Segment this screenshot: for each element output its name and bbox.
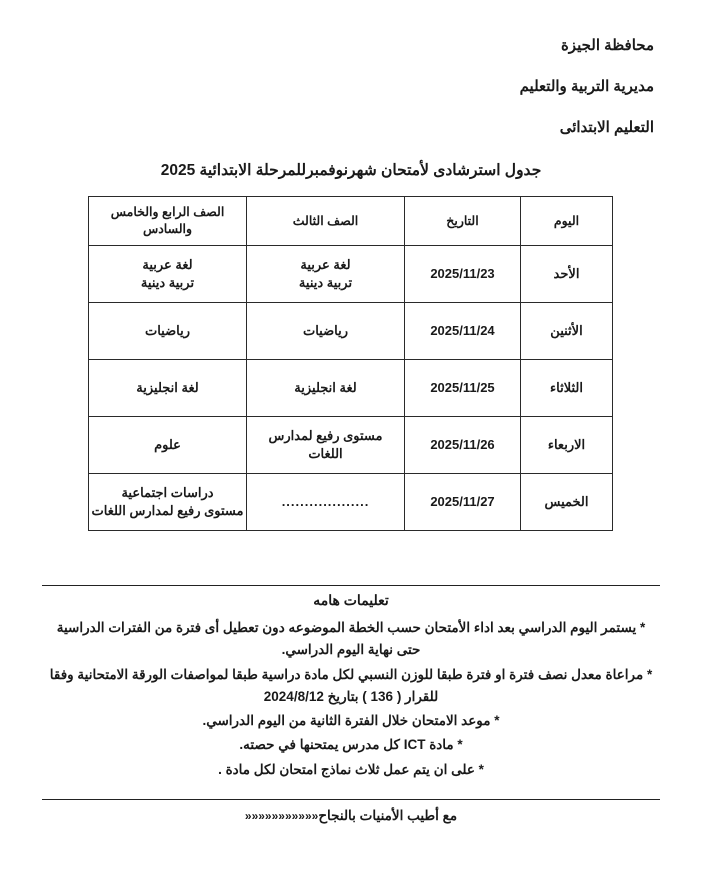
cell-grade3 [247,474,405,531]
cell-date: 2025/11/23 [405,246,521,303]
cell-date: 2025/11/26 [405,417,521,474]
schedule-table [88,196,613,531]
table-row [89,246,613,303]
list-item: * موعد الامتحان خلال الفترة الثانية من اليوم الدراسي. [202,713,500,729]
divider-above-instructions [42,585,660,586]
table-row [89,417,613,474]
table-header-row [89,197,613,246]
instructions-list [44,617,658,781]
cell-grade3-line1: رياضيات [302,323,349,339]
cell-grade456 [89,474,247,531]
column-header-grade456: الصف الرابع والخامس والسادس [89,197,247,246]
cell-grade3-line1: ................... [281,494,370,510]
table-row [89,303,613,360]
table-header [89,197,613,246]
cell-grade456-line2: تربية دينية [140,275,195,290]
cell-grade456-line1: لغة انجليزية [136,380,199,396]
page-title: جدول استرشادى لأمتحان شهرنوفمبرللمرحلة الابتدائية 2025 [160,162,542,179]
cell-grade3 [247,417,405,474]
cell-date: 2025/11/24 [405,303,521,360]
cell-grade3-line2: تربية دينية [298,275,353,290]
column-header-grade3: الصف الثالث [247,197,405,246]
cell-grade456-line1: لغة عربية [142,257,193,273]
list-item: * مادة ICT كل مدرس يمتحنها في حصته. [239,737,463,753]
letterhead-line-governorate: محافظة الجيزة [560,37,654,54]
cell-day: الخميس [521,474,613,531]
cell-grade3 [247,360,405,417]
cell-grade456 [89,417,247,474]
table-body [89,246,613,531]
footer-note [42,808,660,824]
section-spacer [0,531,702,585]
letterhead [48,38,654,135]
list-item: * على ان يتم عمل ثلاث نماذج امتحان لكل مادة . [218,761,484,777]
column-header-date: التاريخ [405,197,521,246]
cell-date: 2025/11/27 [405,474,521,531]
cell-grade3-line1: مستوى رفيع لمدارس [268,428,383,444]
letterhead-line-directorate: مديرية التربية والتعليم [519,78,654,95]
cell-grade456-line2: مستوى رفيع لمدارس اللغات [91,503,244,518]
list-item: * يستمر اليوم الدراسي بعد اداء الأمتحان حسب الخطة الموضوعه دون تعطيل أى فترة من الفترات الدراسية حتى نهاية اليوم الدراسي. [56,620,646,658]
table-row [89,360,613,417]
footer-ornament: ««««««««««« [244,808,319,823]
cell-day: الاربعاء [521,417,613,474]
cell-grade3-line1: لغة عربية [300,257,351,273]
cell-grade456-line1: علوم [154,437,181,453]
cell-grade456 [89,246,247,303]
cell-day: الأثنين [521,303,613,360]
divider-above-footer [42,799,660,800]
cell-grade3-line1: لغة انجليزية [294,380,357,396]
footer-text: مع أطيب الأمنيات بالنجاح [318,807,458,823]
instructions-title: تعليمات هامه [313,592,389,608]
cell-grade3 [247,303,405,360]
cell-date: 2025/11/25 [405,360,521,417]
cell-grade456 [89,360,247,417]
table-row [89,474,613,531]
cell-day: الأحد [521,246,613,303]
cell-grade3-line2: اللغات [308,446,343,461]
cell-grade456-line1: دراسات اجتماعية [121,485,214,501]
list-item: * مراعاة معدل نصف فترة او فترة طبقا للوزن النسبي لكل مادة دراسية طبقا لمواصفات الورقة الامتحانية وفقا للقرار ( 136 ) بتاريخ 2024/8/12 [49,666,653,704]
cell-day: الثلاثاء [521,360,613,417]
letterhead-line-stage: التعليم الابتدائى [559,119,654,136]
schedule-table-wrapper [89,196,613,531]
document-page [0,38,702,878]
cell-grade3 [247,246,405,303]
cell-grade456-line1: رياضيات [144,323,191,339]
cell-grade456 [89,303,247,360]
column-header-day: اليوم [521,197,613,246]
instructions-section [44,592,658,781]
